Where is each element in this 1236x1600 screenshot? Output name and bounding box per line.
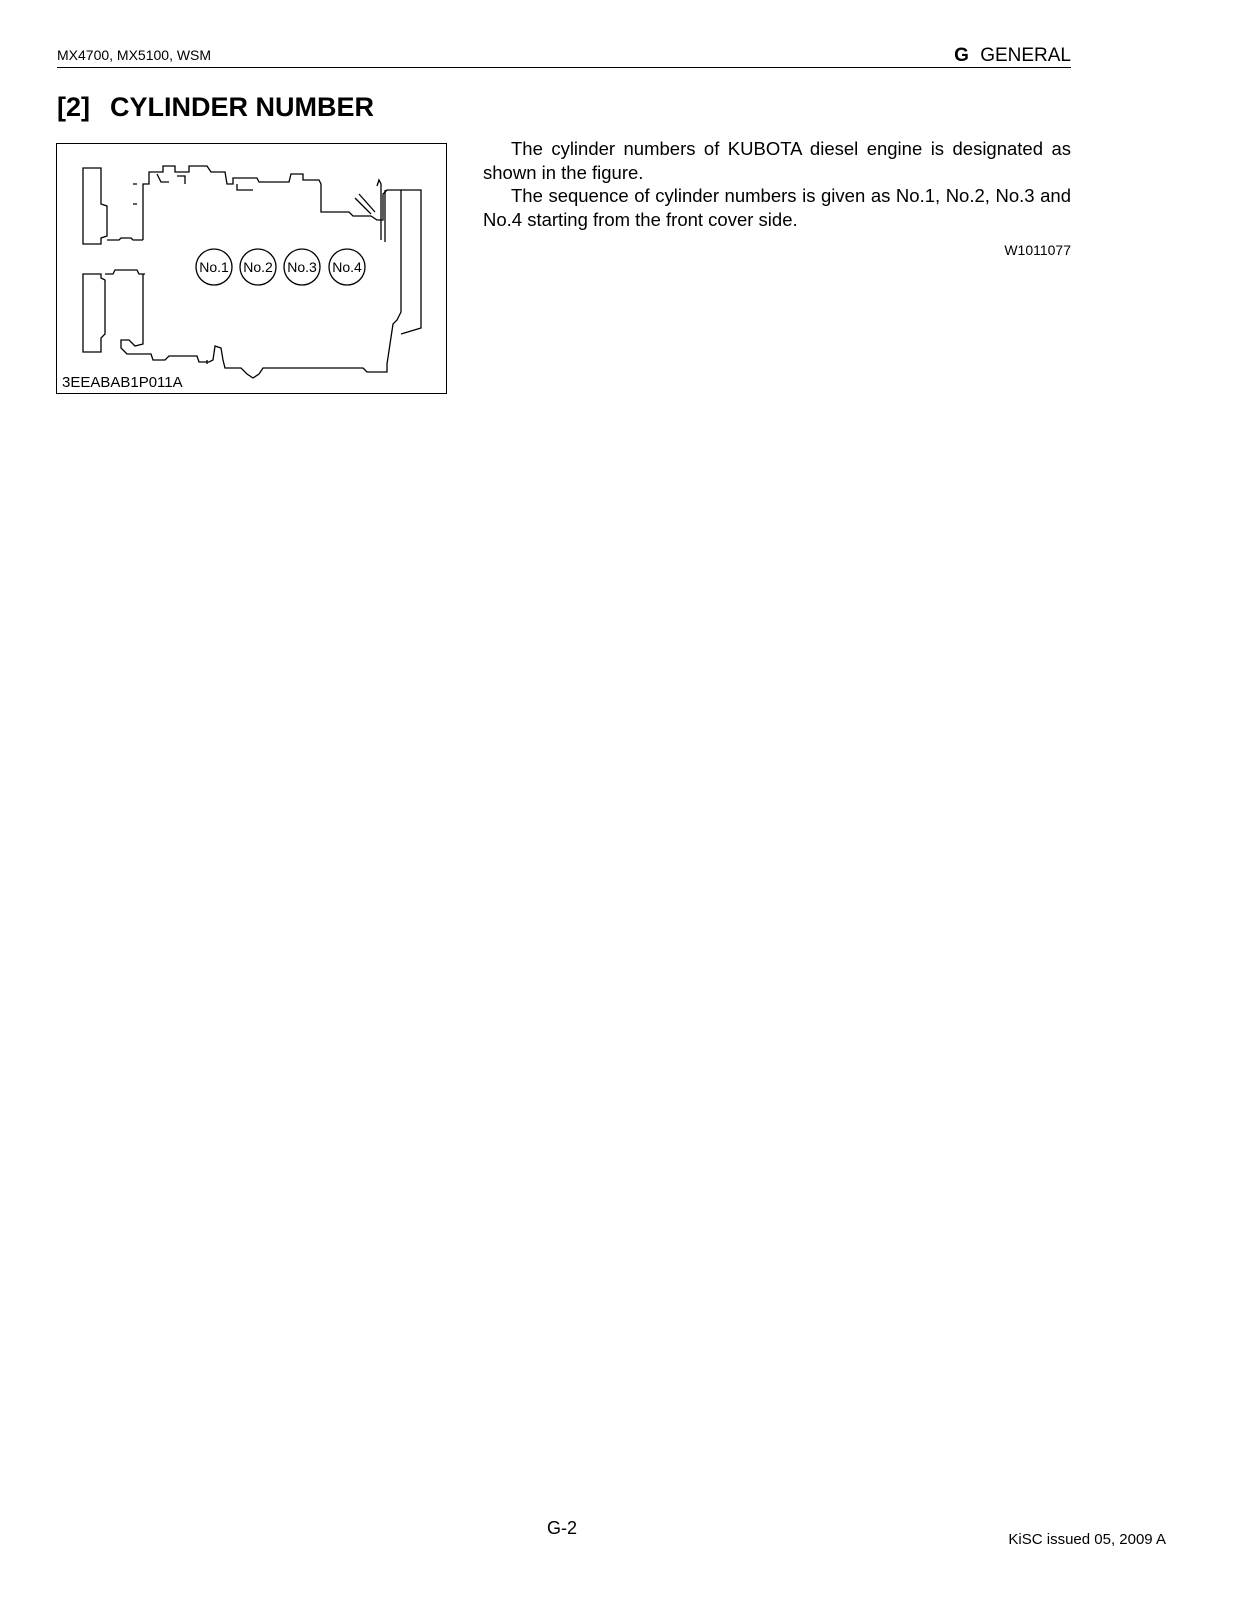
section-number: [2]	[57, 92, 90, 122]
cylinder-1-label: No.1	[199, 259, 229, 275]
paragraph-1: The cylinder numbers of KUBOTA diesel engine is designated as shown in the figure.	[483, 138, 1071, 183]
header-models: MX4700, MX5100, WSM	[57, 47, 212, 63]
section-title-text: CYLINDER NUMBER	[110, 92, 375, 122]
header-section-name: GENERAL	[980, 45, 1071, 66]
cylinder-3-label: No.3	[287, 259, 317, 275]
cylinder-2-label: No.2	[243, 259, 273, 275]
header-section-letter: G	[954, 45, 969, 66]
issue-info: KiSC issued 05, 2009 A	[1008, 1531, 1166, 1548]
body-text	[483, 137, 1071, 231]
section-title	[57, 92, 374, 123]
figure-code: 3EEABAB1P011A	[62, 374, 183, 391]
paragraph-2: The sequence of cylinder numbers is given as No.1, No.2, No.3 and No.4 starting from the front cover side.	[483, 185, 1071, 230]
engine-figure	[56, 143, 447, 394]
engine-outline-drawing	[57, 144, 448, 395]
header-rule	[57, 67, 1071, 68]
header-section	[954, 45, 1071, 67]
reference-code: W1011077	[1004, 242, 1071, 258]
cylinder-4-label: No.4	[332, 259, 362, 275]
page-number: G-2	[547, 1518, 578, 1538]
